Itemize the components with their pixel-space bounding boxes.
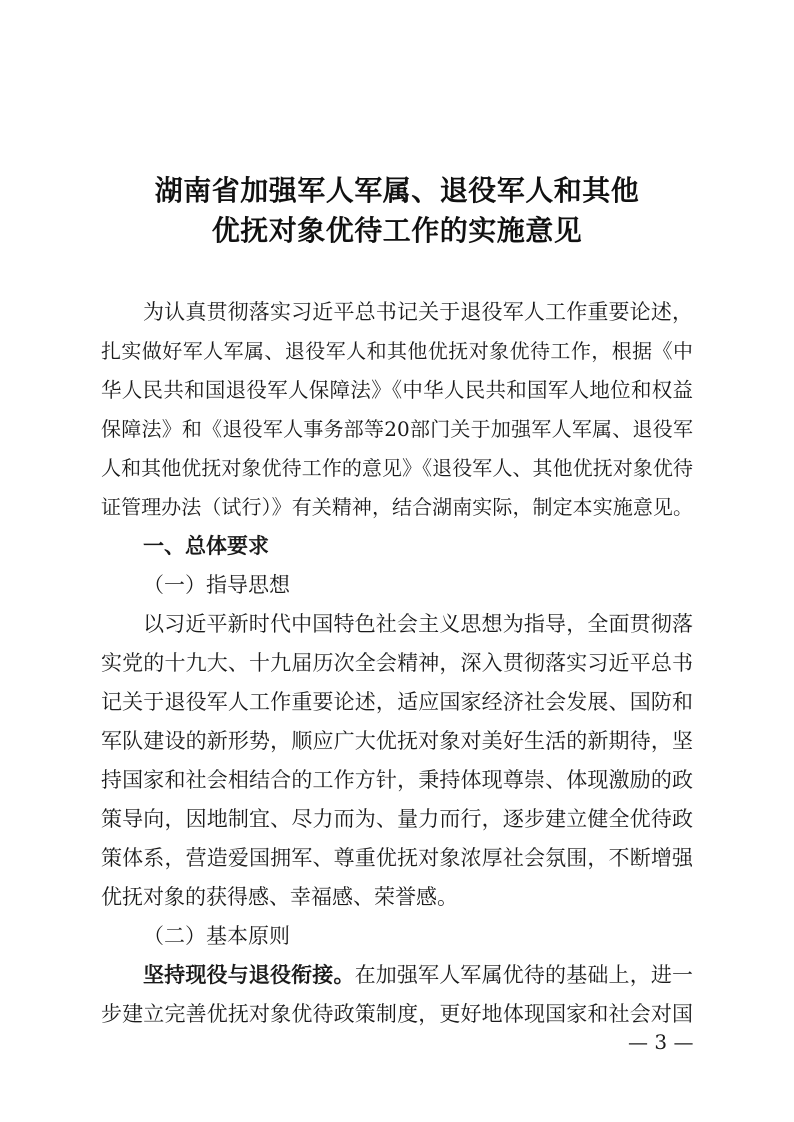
- subsection-heading: （一）指导思想: [143, 573, 290, 597]
- paragraph-line: 实党的十九大、十九届历次全会精神，深入贯彻落实习近平总书: [101, 651, 693, 675]
- paragraph-line: 策体系，营造爱国拥军、尊重优抚对象浓厚社会氛围，不断增强: [101, 846, 693, 870]
- intro-line: 扎实做好军人军属、退役军人和其他优抚对象优待工作，根据《中: [101, 339, 693, 363]
- paragraph-line: 以习近平新时代中国特色社会主义思想为指导，全面贯彻落: [143, 612, 693, 636]
- paragraph-line: 步建立完善优抚对象优待政策制度，更好地体现国家和社会对国: [101, 1002, 693, 1026]
- paragraph-line: 记关于退役军人工作重要论述，适应国家经济社会发展、国防和: [101, 690, 693, 714]
- document-title-line-1: 湖南省加强军人军属、退役军人和其他: [154, 174, 640, 207]
- section-heading: 一、总体要求: [143, 534, 269, 558]
- principle-title: 坚持现役与退役衔接。: [143, 963, 355, 987]
- paragraph-line: 持国家和社会相结合的工作方针，秉持体现尊崇、体现激励的政: [101, 768, 693, 792]
- intro-line: 华人民共和国退役军人保障法》《中华人民共和国军人地位和权益: [101, 378, 693, 402]
- paragraph-line: 优抚对象的获得感、幸福感、荣誉感。: [101, 885, 458, 909]
- intro-line: 证管理办法（试行）》有关精神，结合湖南实际，制定本实施意见。: [101, 495, 693, 519]
- intro-line: 人和其他优抚对象优待工作的意见》《退役军人、其他优抚对象优待: [101, 456, 693, 480]
- principle-text: 在加强军人军属优待的基础上，进一: [354, 963, 694, 987]
- intro-line: 保障法》和《退役军人事务部等20部门关于加强军人军属、退役军: [101, 417, 693, 441]
- subsection-heading: （二）基本原则: [143, 924, 290, 948]
- paragraph-line: 策导向，因地制宜、尽力而为、量力而行，逐步建立健全优待政: [101, 807, 693, 831]
- paragraph-line: 军队建设的新形势，顺应广大优抚对象对美好生活的新期待，坚: [101, 729, 693, 753]
- page-number: — 3 —: [628, 1030, 694, 1054]
- intro-line: 为认真贯彻落实习近平总书记关于退役军人工作重要论述，: [143, 300, 693, 324]
- document-title-line-2: 优抚对象优待工作的实施意见: [211, 214, 583, 247]
- principle-line: [143, 957, 693, 993]
